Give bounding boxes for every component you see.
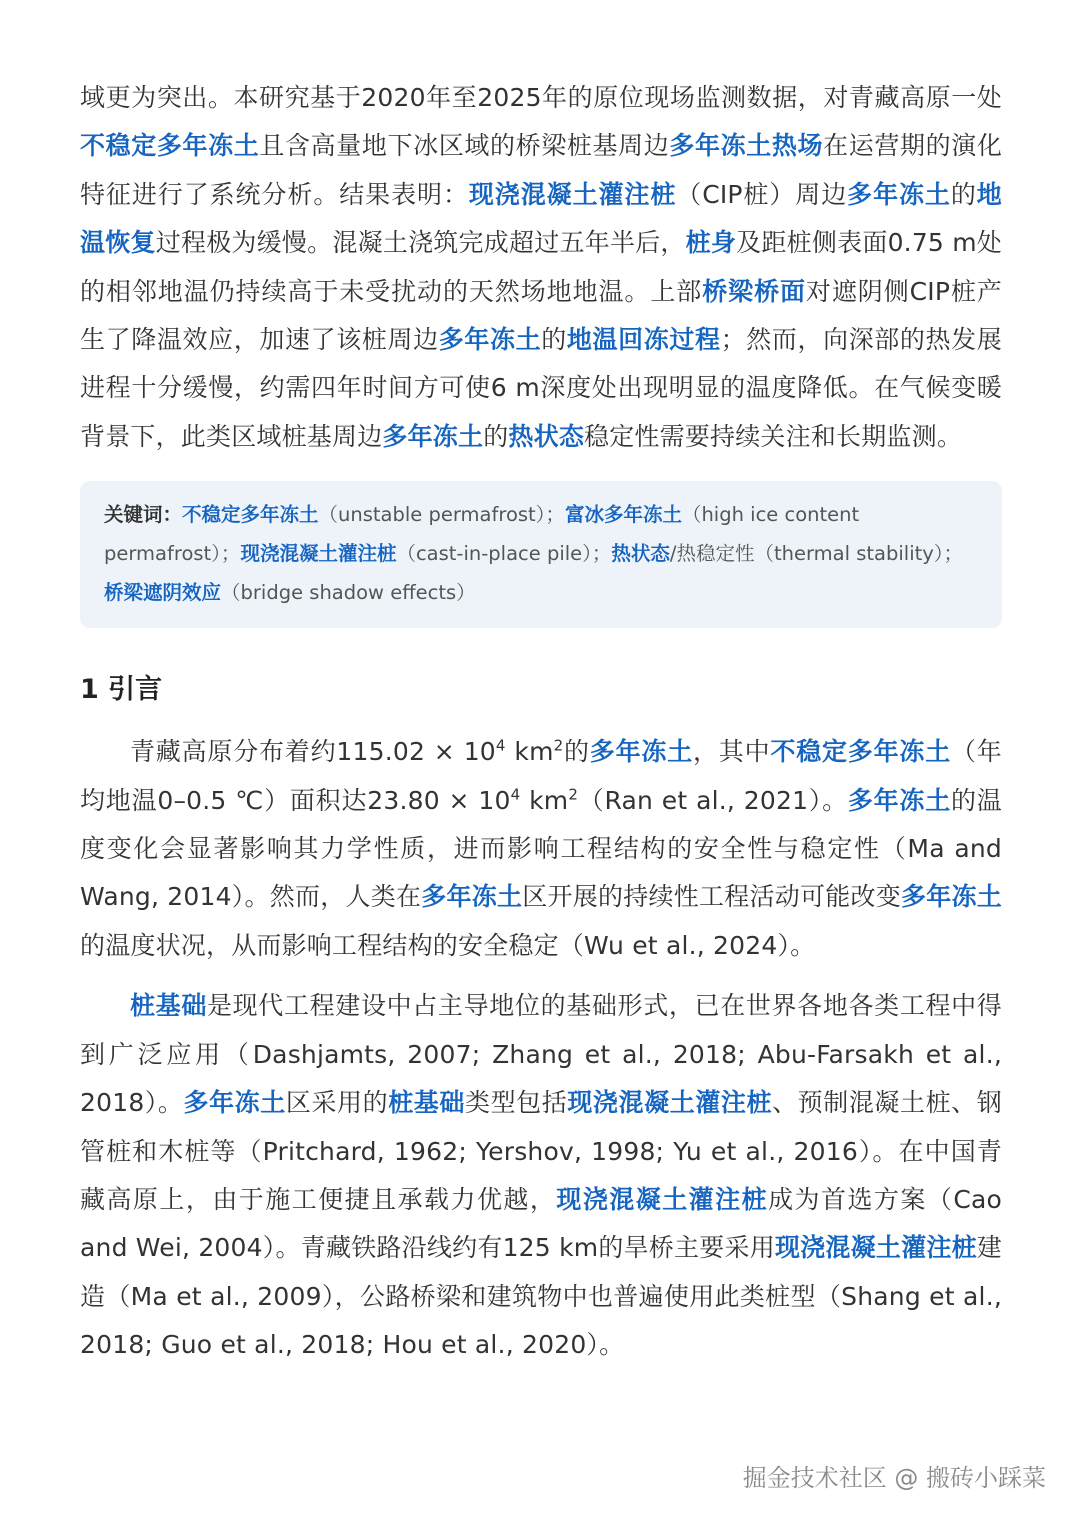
section-heading: 1 引言	[80, 674, 163, 706]
keyword-highlight[interactable]: 不稳定多年冻土	[80, 131, 260, 161]
body-text: 的温度变化会显著影响其力学性质，进而影响工程结构的安全性与稳定性（Ma and Wang, 2014）。然而，人类在	[80, 785, 1002, 912]
keywords-box	[80, 481, 1002, 628]
keyword-highlight[interactable]: 地温回冻过程	[566, 325, 721, 355]
keyword-link[interactable]: 富冰多年冻土	[564, 503, 682, 527]
keyword-link[interactable]: 不稳定多年冻土	[182, 503, 319, 527]
body-text: 成为首选方案（Cao and Wei, 2004）。青藏铁路沿线约有125 km的旱桥主要采用	[80, 1184, 1002, 1263]
body-text: （Ran et al., 2021）。	[578, 785, 848, 815]
keyword-highlight[interactable]: 多年冻土	[847, 179, 951, 209]
body-text: （年均地温0–0.5 ℃）面积达23.80 × 10	[80, 737, 1002, 815]
keyword-translation: （cast-in-place pile）；	[396, 542, 612, 566]
article-body	[80, 74, 1002, 1370]
abstract-text: 及距桩侧表面0.75 m处的相邻地温仍持续高于未受扰动的天然场地地温。上部	[80, 228, 1003, 306]
keyword-highlight[interactable]: 多年冻土	[382, 421, 484, 451]
keyword-translation: （high ice content permafrost）；	[104, 503, 860, 566]
abstract-text: 的	[541, 325, 567, 355]
body-text: km	[520, 785, 569, 815]
keyword-highlight[interactable]: 多年冻土	[183, 1088, 286, 1118]
abstract-text: 且含高量地下冰区域的桥梁桩基周边	[259, 131, 670, 161]
superscript: 4	[510, 784, 521, 803]
keyword-highlight[interactable]: 桥梁桥面	[702, 276, 806, 306]
intro-paragraph-2	[80, 982, 1002, 1369]
abstract-text: 的	[483, 421, 509, 451]
keyword-highlight[interactable]: 热状态	[508, 421, 585, 451]
body-text: 的温度状况，从而影响工程结构的安全稳定（Wu et al., 2024）。	[80, 930, 816, 960]
keyword-highlight[interactable]: 不稳定多年冻土	[770, 737, 951, 767]
keyword-highlight[interactable]: 现浇混凝土灌注桩	[774, 1233, 977, 1263]
body-text: 、预制混凝土桩、钢管桩和木桩等（Pritchard, 1962; Yershov, 1998; Yu et al., 2016）。在中国青藏高原上，由于施工便捷且承载力优越，	[80, 1088, 1002, 1214]
keyword-translation: /热稳定性（thermal stability）；	[669, 542, 964, 566]
body-text: km	[505, 737, 554, 767]
keyword-highlight[interactable]: 多年冻土	[589, 737, 693, 767]
keyword-highlight[interactable]: 桩身	[685, 228, 737, 258]
keyword-highlight[interactable]: 桩基础	[130, 991, 207, 1021]
keyword-link[interactable]: 现浇混凝土灌注桩	[240, 542, 397, 566]
keyword-highlight[interactable]: 多年冻土	[421, 882, 523, 912]
keyword-highlight[interactable]: 现浇混凝土灌注桩	[468, 179, 677, 209]
abstract-text: 的	[950, 179, 977, 209]
keyword-link[interactable]: 桥梁遮阴效应	[104, 581, 222, 605]
abstract-paragraph	[80, 74, 1002, 461]
keyword-highlight[interactable]: 多年冻土	[847, 785, 951, 815]
abstract-text: 过程极为缓慢。混凝土浇筑完成超过五年半后，	[155, 228, 686, 258]
body-text: 类型包括	[464, 1088, 568, 1118]
keywords-label: 关键词：	[104, 503, 183, 527]
superscript: 4	[495, 736, 506, 755]
keyword-highlight[interactable]: 多年冻土	[438, 325, 542, 355]
abstract-text: 稳定性需要持续关注和长期监测。	[584, 421, 963, 451]
abstract-text: 在运营期的演化特征进行了系统分析。结果表明：	[80, 131, 1003, 209]
abstract-text: ；然而，向深部的热发展进程十分缓慢，约需四年时间方可使6 m深度处出现明显的温度降低。在气候变暖背景下，此类区域桩基周边	[80, 325, 1002, 451]
keyword-translation: （unstable permafrost）；	[318, 503, 565, 527]
intro-paragraph-1	[80, 728, 1002, 970]
body-text: 建造（Ma et al., 2009），公路桥梁和建筑物中也普遍使用此类桩型（Shang et al., 2018; Guo et al., 2018; Hou et al., 2020）。	[80, 1233, 1002, 1360]
keyword-highlight[interactable]: 桩基础	[388, 1088, 465, 1118]
body-text: 区开展的持续性工程活动可能改变	[522, 882, 902, 912]
body-text: 是现代工程建设中占主导地位的基础形式，已在世界各地各类工程中得到广泛应用（Dashjamts, 2007; Zhang et al., 2018; Abu-Farsakh et al., 2018）。	[80, 991, 1002, 1118]
keyword-translation: （bridge shadow effects）	[221, 581, 476, 605]
keyword-highlight[interactable]: 多年冻土热场	[669, 131, 824, 161]
abstract-text: 域更为突出。本研究基于2020年至2025年的原位现场监测数据，对青藏高原一处	[80, 83, 1002, 112]
superscript: 2	[568, 784, 579, 803]
body-text: ，其中	[693, 737, 771, 767]
keyword-highlight[interactable]: 多年冻土	[901, 882, 1002, 912]
body-text: 区采用的	[285, 1088, 389, 1118]
keyword-highlight[interactable]: 现浇混凝土灌注桩	[567, 1088, 773, 1118]
watermark: 掘金技术社区 @ 搬砖小踩菜	[742, 1464, 1046, 1492]
body-text: 的	[563, 737, 590, 767]
abstract-text: 对遮阴侧CIP桩产生了降温效应，加速了该桩周边	[80, 276, 1002, 355]
superscript: 2	[553, 736, 564, 755]
body-text: 青藏高原分布着约115.02 × 10	[130, 737, 496, 767]
keyword-link[interactable]: 热状态	[611, 542, 670, 566]
abstract-text: （CIP桩）周边	[676, 179, 848, 209]
keyword-highlight[interactable]: 地温恢复	[80, 179, 1002, 258]
keyword-highlight[interactable]: 现浇混凝土灌注桩	[556, 1184, 769, 1214]
